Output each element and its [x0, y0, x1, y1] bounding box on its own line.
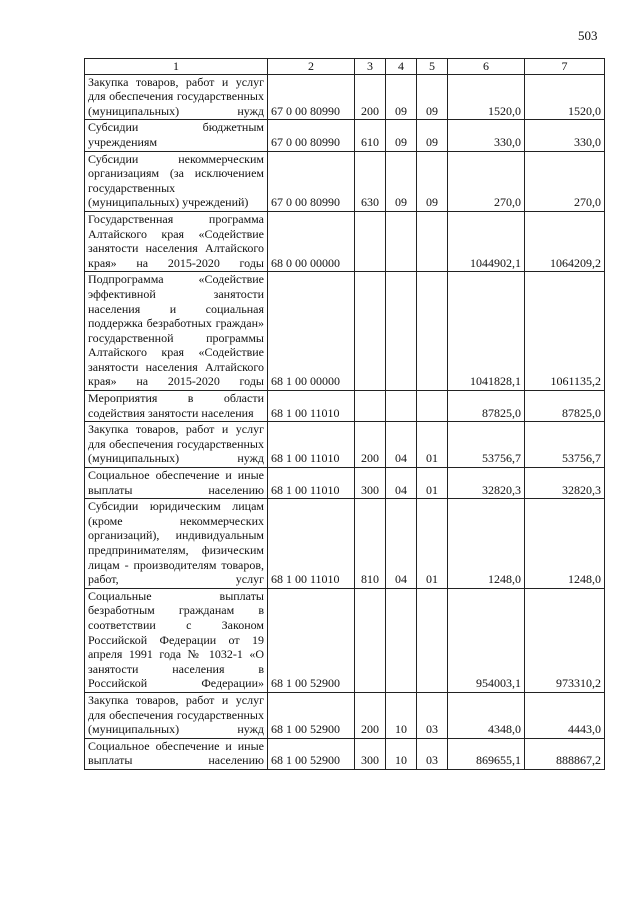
table-row [85, 499, 605, 589]
expense-type-cell: 610 [355, 120, 386, 151]
amount-second-year-cell: 888867,2 [525, 738, 605, 769]
section-cell: 09 [386, 151, 417, 211]
subsection-cell: 03 [417, 738, 448, 769]
expense-type-cell: 200 [355, 422, 386, 468]
expense-name-cell: Подпрограмма «Содействие эффективной занятости населения и социальная поддержка безработных граждан» государственной программы Алтайского края «Содействие занятости населения Алтайского края» на 2015-2020 годы [85, 272, 268, 391]
amount-first-year-cell: 869655,1 [448, 738, 525, 769]
column-header: 4 [386, 59, 417, 75]
budget-table [84, 58, 605, 770]
target-item-code-cell: 68 1 00 52900 [268, 738, 355, 769]
amount-second-year-cell: 1061135,2 [525, 272, 605, 391]
subsection-cell [417, 588, 448, 692]
amount-first-year-cell: 4348,0 [448, 692, 525, 738]
amount-second-year-cell: 973310,2 [525, 588, 605, 692]
table-row [85, 588, 605, 692]
page-number: 503 [578, 28, 598, 43]
table-row [85, 74, 605, 120]
expense-name-cell: Социальные выплаты безработным гражданам в соответствии с Законом Российской Федерации от 19 апреля 1991 года № 1032-1 «О занятости населения в Российской Федерации» [85, 588, 268, 692]
subsection-cell [417, 391, 448, 422]
subsection-cell: 01 [417, 499, 448, 589]
expense-type-cell [355, 272, 386, 391]
table-row [85, 692, 605, 738]
amount-second-year-cell: 1248,0 [525, 499, 605, 589]
amount-first-year-cell: 32820,3 [448, 468, 525, 499]
column-header: 7 [525, 59, 605, 75]
subsection-cell: 09 [417, 120, 448, 151]
column-header: 5 [417, 59, 448, 75]
expense-type-cell: 300 [355, 468, 386, 499]
expense-type-cell [355, 211, 386, 271]
expense-name-cell: Социальное обеспечение и иные выплаты населению [85, 468, 268, 499]
target-item-code-cell: 67 0 00 80990 [268, 74, 355, 120]
table-row [85, 151, 605, 211]
amount-first-year-cell: 330,0 [448, 120, 525, 151]
column-header: 6 [448, 59, 525, 75]
subsection-cell: 01 [417, 468, 448, 499]
amount-second-year-cell: 1064209,2 [525, 211, 605, 271]
amount-first-year-cell: 53756,7 [448, 422, 525, 468]
table-row [85, 211, 605, 271]
target-item-code-cell: 68 1 00 52900 [268, 692, 355, 738]
table-row [85, 468, 605, 499]
table-body [85, 74, 605, 769]
section-cell: 04 [386, 468, 417, 499]
amount-second-year-cell: 4443,0 [525, 692, 605, 738]
amount-first-year-cell: 87825,0 [448, 391, 525, 422]
header-row [85, 59, 605, 75]
expense-name-cell: Закупка товаров, работ и услуг для обеспечения государственных (муниципальных) нужд [85, 74, 268, 120]
column-header: 2 [268, 59, 355, 75]
subsection-cell: 03 [417, 692, 448, 738]
target-item-code-cell: 68 1 00 11010 [268, 422, 355, 468]
target-item-code-cell: 68 1 00 00000 [268, 272, 355, 391]
section-cell: 09 [386, 120, 417, 151]
amount-second-year-cell: 330,0 [525, 120, 605, 151]
expense-name-cell: Субсидии некоммерческим организациям (за исключением государственных (муниципальных) учреждений) [85, 151, 268, 211]
expense-name-cell: Закупка товаров, работ и услуг для обеспечения государственных (муниципальных) нужд [85, 422, 268, 468]
subsection-cell: 09 [417, 74, 448, 120]
target-item-code-cell: 67 0 00 80990 [268, 151, 355, 211]
column-header: 1 [85, 59, 268, 75]
expense-name-cell: Мероприятия в области содействия занятости населения [85, 391, 268, 422]
section-cell: 04 [386, 422, 417, 468]
target-item-code-cell: 68 1 00 11010 [268, 391, 355, 422]
expense-name-cell: Социальное обеспечение и иные выплаты населению [85, 738, 268, 769]
amount-first-year-cell: 270,0 [448, 151, 525, 211]
target-item-code-cell: 68 1 00 11010 [268, 499, 355, 589]
subsection-cell [417, 272, 448, 391]
column-header: 3 [355, 59, 386, 75]
expense-type-cell: 300 [355, 738, 386, 769]
table-row [85, 391, 605, 422]
amount-first-year-cell: 1248,0 [448, 499, 525, 589]
section-cell: 09 [386, 74, 417, 120]
expense-type-cell: 200 [355, 692, 386, 738]
section-cell [386, 391, 417, 422]
section-cell: 04 [386, 499, 417, 589]
expense-name-cell: Закупка товаров, работ и услуг для обеспечения государственных (муниципальных) нужд [85, 692, 268, 738]
table-row [85, 120, 605, 151]
table-row [85, 422, 605, 468]
expense-type-cell: 630 [355, 151, 386, 211]
target-item-code-cell: 68 1 00 11010 [268, 468, 355, 499]
expense-name-cell: Государственная программа Алтайского края «Содействие занятости населения Алтайского края» на 2015-2020 годы [85, 211, 268, 271]
amount-second-year-cell: 53756,7 [525, 422, 605, 468]
expense-type-cell: 200 [355, 74, 386, 120]
section-cell [386, 272, 417, 391]
subsection-cell [417, 211, 448, 271]
expense-name-cell: Субсидии юридическим лицам (кроме некоммерческих организаций), индивидуальным предпринимателям, физическим лицам - производителям товаров, работ, услуг [85, 499, 268, 589]
target-item-code-cell: 68 0 00 00000 [268, 211, 355, 271]
table-row [85, 738, 605, 769]
expense-type-cell [355, 391, 386, 422]
section-cell [386, 211, 417, 271]
amount-second-year-cell: 87825,0 [525, 391, 605, 422]
expense-name-cell: Субсидии бюджетным учреждениям [85, 120, 268, 151]
target-item-code-cell: 67 0 00 80990 [268, 120, 355, 151]
expense-type-cell: 810 [355, 499, 386, 589]
subsection-cell: 09 [417, 151, 448, 211]
section-cell: 10 [386, 692, 417, 738]
subsection-cell: 01 [417, 422, 448, 468]
section-cell [386, 588, 417, 692]
amount-first-year-cell: 1044902,1 [448, 211, 525, 271]
amount-second-year-cell: 32820,3 [525, 468, 605, 499]
amount-second-year-cell: 1520,0 [525, 74, 605, 120]
target-item-code-cell: 68 1 00 52900 [268, 588, 355, 692]
section-cell: 10 [386, 738, 417, 769]
expense-type-cell [355, 588, 386, 692]
table-row [85, 272, 605, 391]
amount-first-year-cell: 1520,0 [448, 74, 525, 120]
amount-first-year-cell: 954003,1 [448, 588, 525, 692]
amount-second-year-cell: 270,0 [525, 151, 605, 211]
amount-first-year-cell: 1041828,1 [448, 272, 525, 391]
